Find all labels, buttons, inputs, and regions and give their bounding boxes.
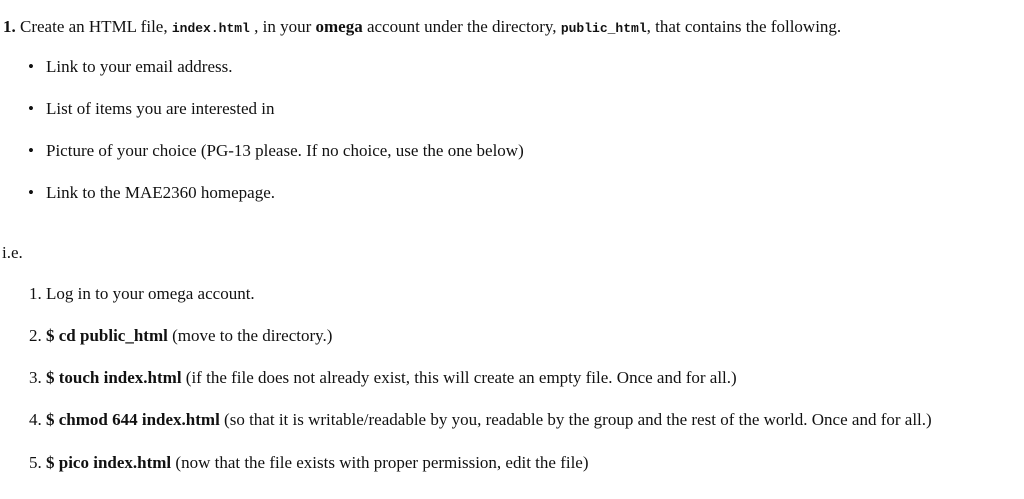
step-number: 2. bbox=[29, 326, 42, 345]
step-number: 1. bbox=[29, 284, 42, 303]
directory-name: public_html bbox=[560, 21, 647, 36]
step-command: $ touch index.html bbox=[46, 368, 182, 387]
step-note: (if the file does not already exist, this will create an empty file. Once and for all.) bbox=[181, 368, 737, 387]
account-name: omega bbox=[315, 17, 363, 36]
list-item-text: Link to your email address. bbox=[46, 57, 233, 76]
step-item bbox=[29, 453, 589, 473]
list-item-text: List of items you are interested in bbox=[46, 99, 275, 118]
file-name: index.html bbox=[171, 21, 250, 36]
step-command: $ chmod 644 index.html bbox=[46, 410, 220, 429]
task-text-1: Create an HTML file, bbox=[15, 17, 172, 36]
step-note: (now that the file exists with proper permission, edit the file) bbox=[171, 453, 589, 472]
step-note: (move to the directory.) bbox=[167, 326, 333, 345]
step-command: $ pico index.html bbox=[46, 453, 172, 472]
list-item-text: Picture of your choice (PG-13 please. If no choice, use the one below) bbox=[46, 141, 524, 160]
step-item bbox=[29, 326, 332, 346]
bullet-icon: • bbox=[28, 141, 34, 160]
bullet-icon: • bbox=[28, 57, 34, 76]
step-note: (so that it is writable/readable by you, readable by the group and the rest of the world. Once and for all.) bbox=[219, 410, 932, 429]
step-item bbox=[29, 284, 255, 304]
step-number: 5. bbox=[29, 453, 42, 472]
list-item-text: Link to the MAE2360 homepage. bbox=[46, 183, 275, 202]
step-number: 3. bbox=[29, 368, 42, 387]
bullet-icon: • bbox=[28, 183, 34, 202]
task-text-3: account under the directory, bbox=[362, 17, 561, 36]
list-item bbox=[28, 57, 233, 77]
step-number: 4. bbox=[29, 410, 42, 429]
bullet-icon: • bbox=[28, 99, 34, 118]
step-command: $ cd public_html bbox=[46, 326, 168, 345]
list-item bbox=[28, 141, 524, 161]
step-item bbox=[29, 368, 737, 388]
task-text-2: , in your bbox=[249, 17, 316, 36]
list-item bbox=[28, 99, 275, 119]
task-number: 1. bbox=[3, 17, 16, 36]
step-note: Log in to your omega account. bbox=[46, 284, 255, 303]
ie-label: i.e. bbox=[2, 243, 23, 262]
task-statement bbox=[3, 17, 841, 37]
task-text-4: , that contains the following. bbox=[646, 17, 842, 36]
step-item bbox=[29, 410, 932, 430]
list-item bbox=[28, 183, 275, 203]
